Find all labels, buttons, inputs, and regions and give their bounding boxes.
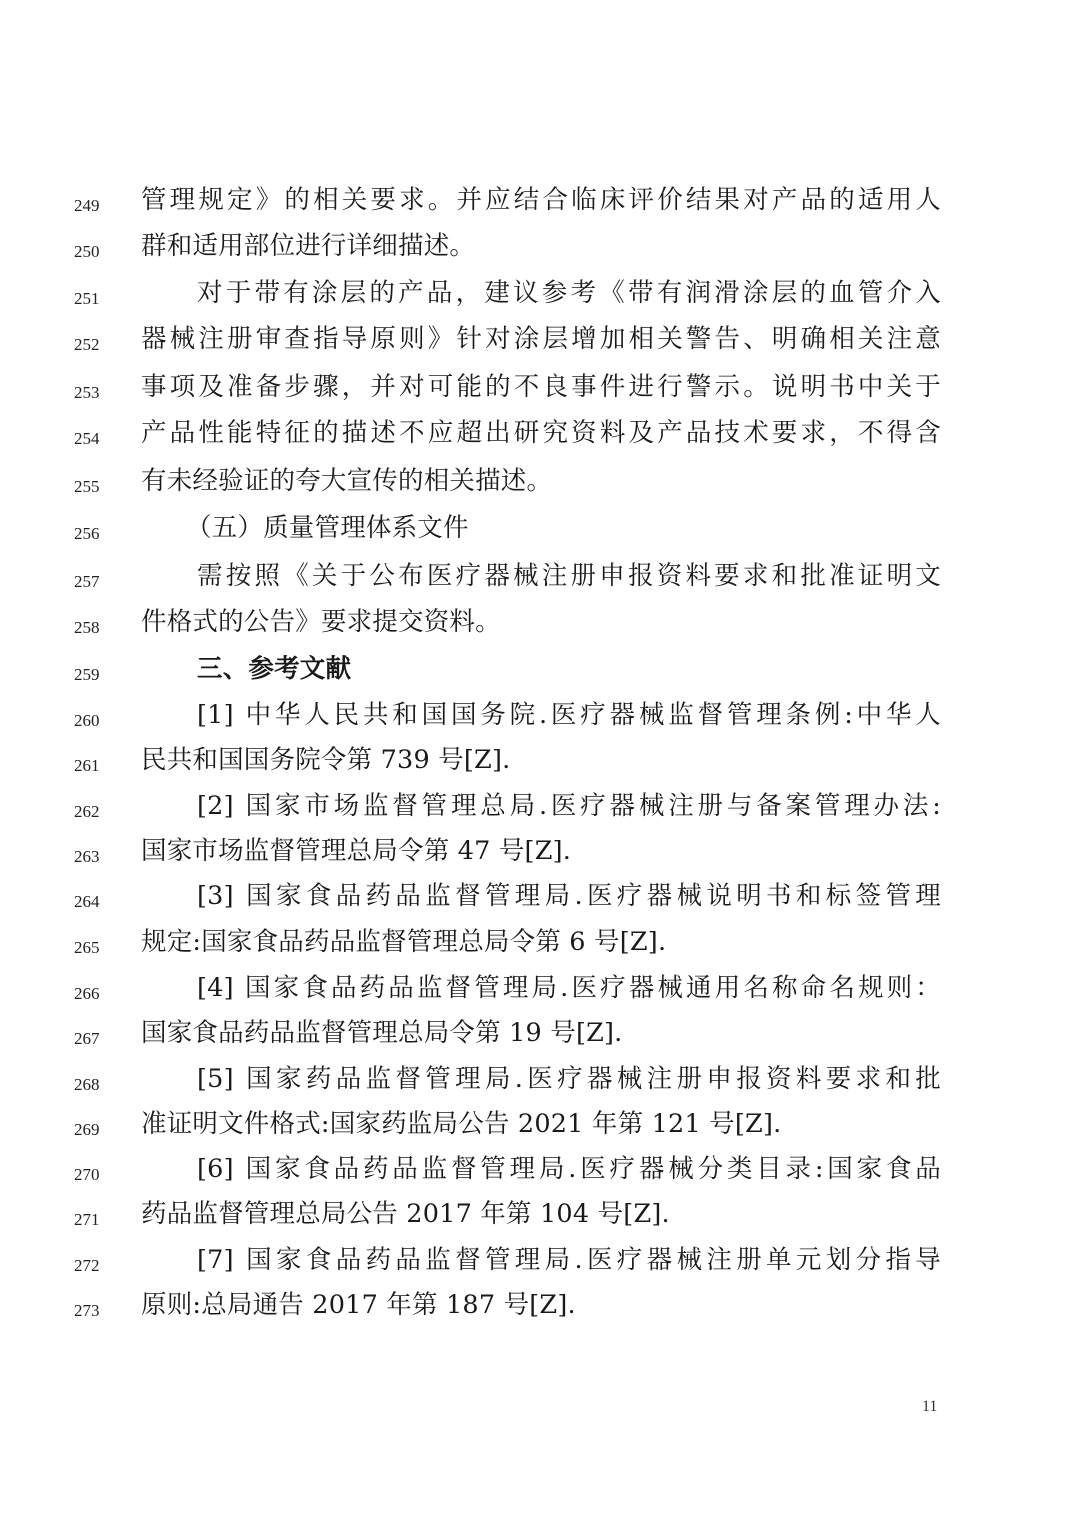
reference-item: [6] 国家食品药品监督管理局.医疗器械分类目录:国家食品 bbox=[197, 1154, 941, 1184]
text-line-256 bbox=[0, 510, 1080, 556]
line-number: 257 bbox=[74, 572, 100, 591]
text-line-267 bbox=[0, 1015, 1080, 1061]
text-line-257 bbox=[0, 558, 1080, 604]
line-text: 药品监督管理总局公告 2017 年第 104 号[Z]. bbox=[141, 1199, 670, 1229]
reference-item: [4] 国家食品药品监督管理局.医疗器械通用名称命名规则： bbox=[197, 973, 941, 1003]
line-number: 250 bbox=[74, 242, 100, 261]
line-number: 267 bbox=[74, 1029, 100, 1048]
line-number: 271 bbox=[74, 1210, 100, 1229]
line-text: 规定:国家食品药品监督管理总局令第 6 号[Z]. bbox=[141, 927, 667, 957]
text-line-253 bbox=[0, 369, 1080, 415]
text-line-251 bbox=[0, 275, 1080, 321]
line-number: 254 bbox=[74, 429, 100, 448]
chapter-heading: 三、参考文献 bbox=[197, 654, 352, 684]
line-number: 253 bbox=[74, 383, 100, 402]
reference-item: [7] 国家食品药品监督管理局.医疗器械注册单元划分指导 bbox=[197, 1245, 941, 1275]
reference-item: [3] 国家食品药品监督管理局.医疗器械说明书和标签管理 bbox=[197, 881, 941, 911]
line-number: 266 bbox=[74, 984, 100, 1003]
reference-item: [5] 国家药品监督管理局.医疗器械注册申报资料要求和批 bbox=[197, 1064, 941, 1094]
text-line-250 bbox=[0, 228, 1080, 274]
line-text: 管理规定》的相关要求。并应结合临床评价结果对产品的适用人 bbox=[141, 185, 941, 215]
text-line-252 bbox=[0, 321, 1080, 367]
line-text: 准证明文件格式:国家药监局公告 2021 年第 121 号[Z]. bbox=[141, 1109, 782, 1139]
line-number: 263 bbox=[74, 847, 100, 866]
line-number: 269 bbox=[74, 1120, 100, 1139]
line-text: 件格式的公告》要求提交资料。 bbox=[141, 607, 501, 637]
line-text: 民共和国国务院令第 739 号[Z]. bbox=[141, 745, 511, 775]
text-line-271 bbox=[0, 1196, 1080, 1242]
line-number: 262 bbox=[74, 802, 100, 821]
text-line-260 bbox=[0, 697, 1080, 743]
line-number: 265 bbox=[74, 938, 100, 957]
line-text: 国家食品药品监督管理总局令第 19 号[Z]. bbox=[141, 1018, 623, 1048]
line-number: 272 bbox=[74, 1256, 100, 1275]
line-number: 259 bbox=[74, 665, 100, 684]
text-line-255 bbox=[0, 463, 1080, 509]
line-number: 264 bbox=[74, 892, 100, 911]
line-text: 对于带有涂层的产品，建议参考《带有润滑涂层的血管介入 bbox=[197, 278, 941, 308]
line-number: 260 bbox=[74, 711, 100, 730]
line-text: 国家市场监督管理总局令第 47 号[Z]. bbox=[141, 836, 572, 866]
text-line-261 bbox=[0, 742, 1080, 788]
section-heading: （五）质量管理体系文件 bbox=[186, 513, 469, 543]
text-line-264 bbox=[0, 878, 1080, 924]
line-number: 252 bbox=[74, 335, 100, 354]
text-line-268 bbox=[0, 1061, 1080, 1107]
reference-item: [1] 中华人民共和国国务院.医疗器械监督管理条例:中华人 bbox=[197, 700, 941, 730]
text-line-270 bbox=[0, 1151, 1080, 1197]
line-number: 268 bbox=[74, 1075, 100, 1094]
text-line-262 bbox=[0, 788, 1080, 834]
text-line-259 bbox=[0, 651, 1080, 697]
text-line-266 bbox=[0, 970, 1080, 1016]
line-number: 258 bbox=[74, 618, 100, 637]
line-number: 251 bbox=[74, 289, 100, 308]
line-number: 249 bbox=[74, 196, 100, 215]
text-line-254 bbox=[0, 415, 1080, 461]
line-text: 原则:总局通告 2017 年第 187 号[Z]. bbox=[141, 1290, 576, 1320]
page-number: 11 bbox=[922, 1398, 938, 1415]
line-text: 群和适用部位进行详细描述。 bbox=[141, 231, 476, 261]
line-text: 器械注册审查指导原则》针对涂层增加相关警告、明确相关注意 bbox=[141, 324, 941, 354]
text-line-258 bbox=[0, 604, 1080, 650]
text-line-272 bbox=[0, 1242, 1080, 1288]
line-number: 256 bbox=[74, 524, 100, 543]
reference-item: [2] 国家市场监督管理总局.医疗器械注册与备案管理办法: bbox=[197, 791, 941, 821]
line-number: 273 bbox=[74, 1301, 100, 1320]
text-line-249 bbox=[0, 182, 1080, 228]
text-line-273 bbox=[0, 1287, 1080, 1333]
line-text: 产品性能特征的描述不应超出研究资料及产品技术要求，不得含 bbox=[141, 418, 941, 448]
line-text: 需按照《关于公布医疗器械注册申报资料要求和批准证明文 bbox=[197, 561, 941, 591]
line-text: 有未经验证的夸大宣传的相关描述。 bbox=[141, 466, 553, 496]
text-line-263 bbox=[0, 833, 1080, 879]
line-number: 270 bbox=[74, 1165, 100, 1184]
text-line-265 bbox=[0, 924, 1080, 970]
line-number: 255 bbox=[74, 477, 100, 496]
line-text: 事项及准备步骤，并对可能的不良事件进行警示。说明书中关于 bbox=[141, 372, 941, 402]
line-number: 261 bbox=[74, 756, 100, 775]
text-line-269 bbox=[0, 1106, 1080, 1152]
